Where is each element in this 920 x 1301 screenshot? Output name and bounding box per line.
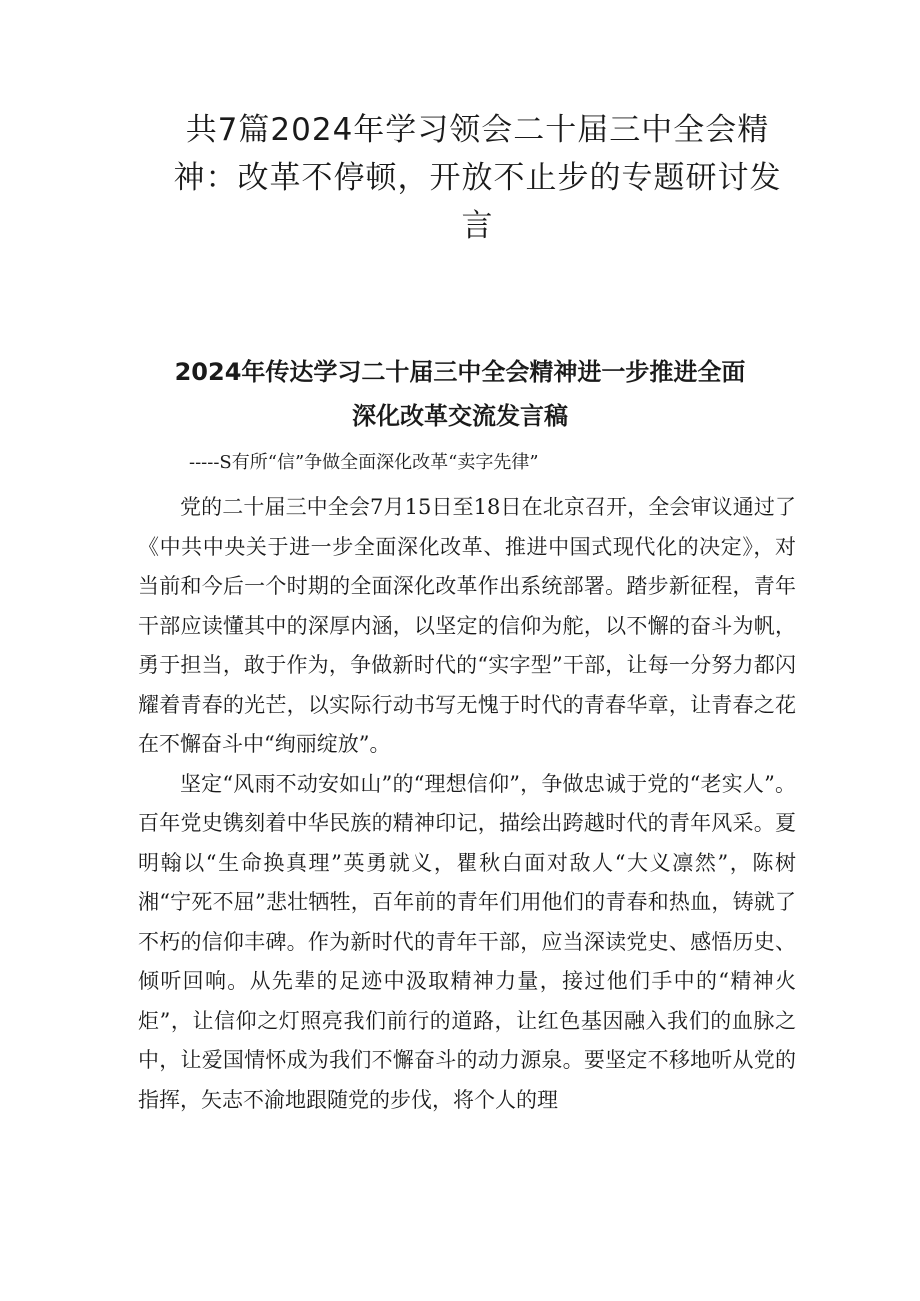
speech-title: 2024年传达学习二十届三中全会精神进一步推进全面深化改革交流发言稿 (174, 358, 746, 430)
paragraph: 坚定“风雨不动安如山”的“理想信仰”，争做忠诚于党的“老实人”。百年党史镌刻着中华民族的精神印记，描绘出跨越时代的青年风采。夏明翰以“生命换真理”英勇就义，瞿秋白面对敌人“大义凛然”，陈树湘“宁死不屈”悲壮牺牲，百年前的青年们用他们的青春和热血，铸就了不朽的信仰丰碑。作为新时代的青年干部，应当深读党史、感悟历史、倾听回响。从先辈的足迹中汲取精神力量，接过他们手中的“精神火炬”，让信仰之灯照亮我们前行的道路，让红色基因融入我们的血脉之中，让爱国情怀成为我们不懈奋斗的动力源泉。要坚定不移地听从党的指挥，矢志不渝地跟随党的步伐，将个人的理 (138, 771, 796, 1112)
document-main-title: 共7篇2024年学习领会二十届三中全会精神：改革不停顿，开放不止步的专题研讨发言 (173, 112, 782, 244)
paragraph: 党的二十届三中全会7月15日至18日在北京召开，全会审议通过了《中共中央关于进一步全面深化改革、推进中国式现代化的决定》，对当前和今后一个时期的全面深化改革作出系统部署。踏步新征程，青年干部应读懂其中的深厚内涵，以坚定的信仰为舵，以不懈的奋斗为帆，勇于担当，敢于作为，争做新时代的“实字型”干部，让每一分努力都闪耀着青春的光芒，以实际行动书写无愧于时代的青春华章，让青春之花在不懈奋斗中“绚丽绽放”。 (138, 495, 796, 756)
speech-byline: -----S有所“信”争做全面深化改革“卖字先律” (189, 452, 539, 473)
body-text (138, 488, 796, 1120)
